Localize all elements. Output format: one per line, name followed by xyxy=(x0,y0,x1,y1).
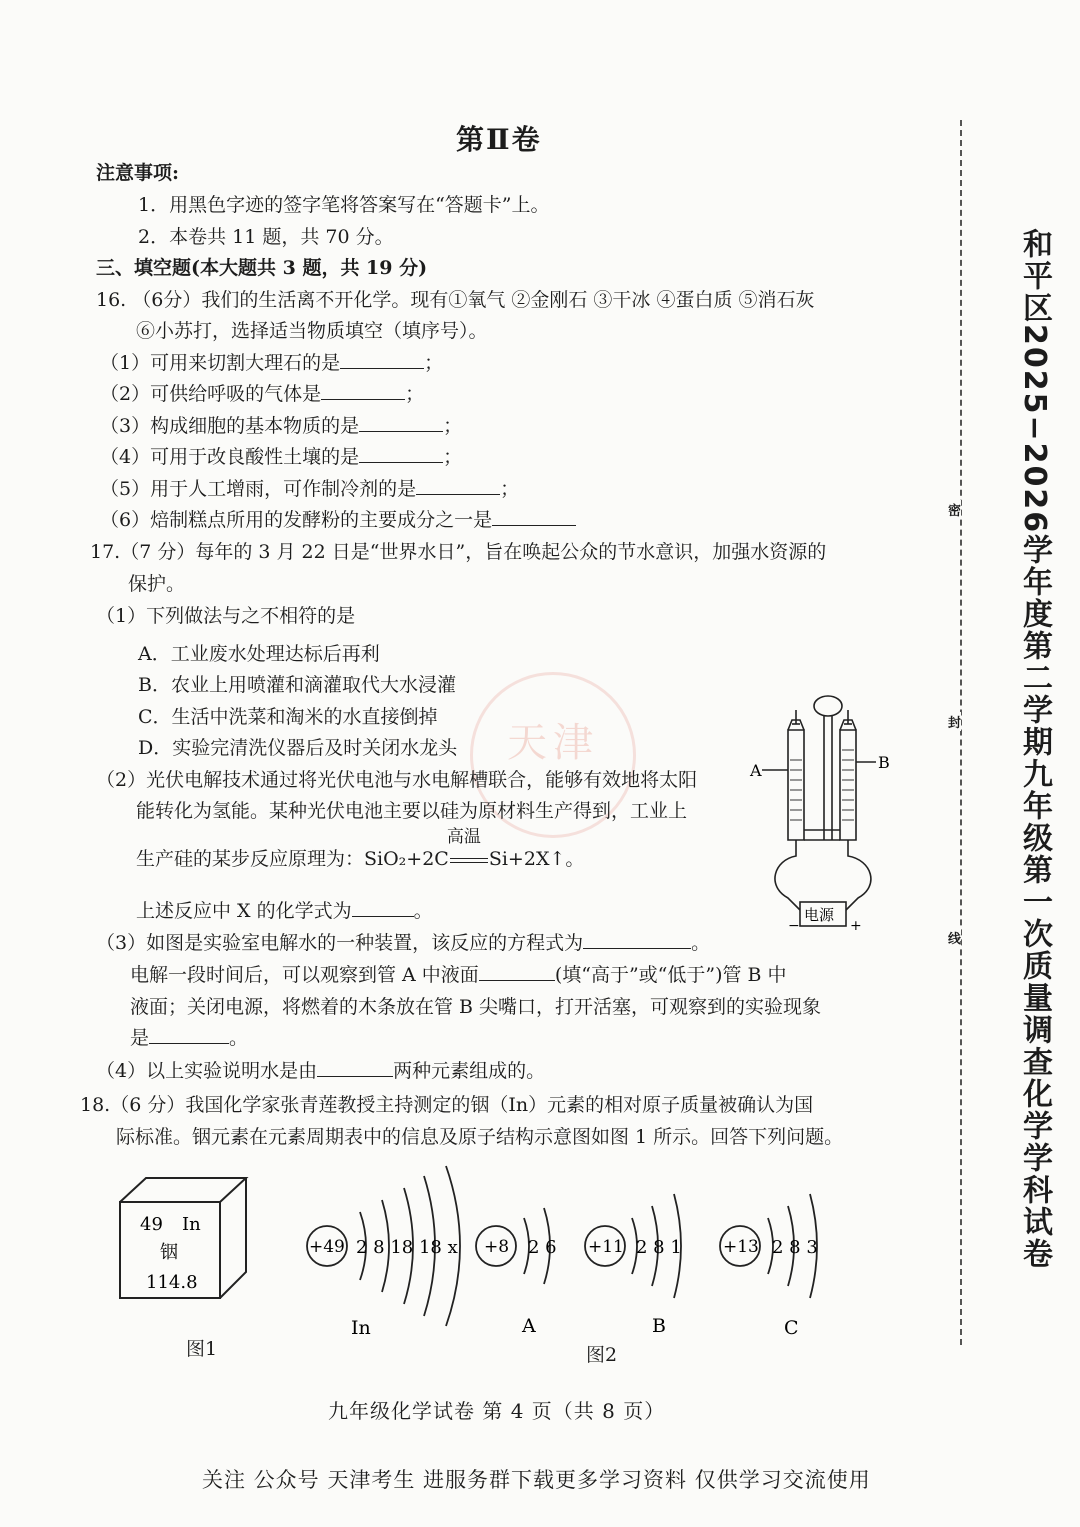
in-shells: 2 8 18 18 x xyxy=(356,1237,458,1258)
q16-sub3: （3）构成细胞的基本物质的是 ； xyxy=(100,415,463,437)
q18-stem-line1: 18.（6 分）我国化学家张青莲教授主持测定的铟（In）元素的相对原子质量被确认为国 xyxy=(80,1094,814,1116)
page-footer: 九年级化学试卷 第 4 页（共 8 页） xyxy=(328,1399,666,1423)
binding-mark-1: 密 xyxy=(948,500,961,519)
figure-1-caption: 图1 xyxy=(186,1338,218,1360)
q17-part2-line2: 能转化为氢能。某种光伏电池主要以硅为原材料生产得到，工业上 xyxy=(136,800,688,822)
notice-item-2: 2．本卷共 11 题，共 70 分。 xyxy=(138,226,394,248)
element-cell-figure xyxy=(114,1174,254,1304)
q18-stem-line2: 际标准。铟元素在元素周期表中的信息及原子结构示意图如图 1 所示。回答下列问题。 xyxy=(116,1126,844,1148)
answer-blank[interactable] xyxy=(583,930,691,949)
q17-part2-question: 上述反应中 X 的化学式为 。 xyxy=(136,900,433,922)
watermark-stamp: 天津 xyxy=(470,672,636,838)
q17-part3-line3: 液面；关闭电源，将燃着的木条放在管 B 尖嘴口，打开活塞，可观察到的实验现象 xyxy=(130,996,822,1018)
power-source-label: 电源 xyxy=(804,906,835,924)
q16-sub2: （2）可供给呼吸的气体是 ； xyxy=(100,383,425,405)
c-label: C xyxy=(784,1317,799,1339)
a-nucleus: +8 xyxy=(484,1237,510,1257)
q17-option-a: A．工业废水处理达标后再利 xyxy=(138,643,380,665)
element-atomic-number: 49 xyxy=(140,1214,163,1235)
q16-sub4: （4）可用于改良酸性土壤的是 ； xyxy=(100,446,463,468)
section-heading: 三、填空题(本大题共 3 题，共 19 分) xyxy=(96,257,428,279)
q16-sub5: （5）用于人工增雨，可作制冷剂的是 ； xyxy=(100,478,520,500)
a-label: A xyxy=(522,1315,536,1337)
tube-a-label: A xyxy=(750,761,762,780)
answer-blank[interactable] xyxy=(359,444,443,463)
reaction-condition: 高温 xyxy=(446,827,481,847)
q17-part3-line4: 是 。 xyxy=(130,1027,249,1049)
answer-blank[interactable] xyxy=(352,898,414,917)
answer-blank[interactable] xyxy=(340,350,424,369)
q17-stem-line1: 17.（7 分）每年的 3 月 22 日是“世界水日”，旨在唤起公众的节水意识，加强水资源的 xyxy=(90,541,827,563)
answer-blank[interactable] xyxy=(359,413,443,432)
q17-option-c: C．生活中洗菜和淘米的水直接倒掉 xyxy=(138,706,438,728)
b-label: B xyxy=(652,1315,666,1337)
answer-blank[interactable] xyxy=(479,962,555,981)
q17-part3-line1: （3）如图是实验室电解水的一种装置，该反应的方程式为 。 xyxy=(96,932,711,954)
q16-stem-line1: 16. （6分）我们的生活离不开化学。现有①氧气 ②金刚石 ③干冰 ④蛋白质 ⑤消石灰 xyxy=(96,289,815,311)
answer-blank[interactable] xyxy=(492,507,576,526)
b-shells: 2 8 1 xyxy=(636,1237,682,1258)
q17-part3-line2: 电解一段时间后，可以观察到管 A 中液面 (填“高于”或“低于”)管 B 中 xyxy=(130,964,787,986)
in-label: In xyxy=(351,1317,371,1339)
side-exam-title: 和平区2025−2026学年度第二学期九年级第一次质量调查化学学科试卷 xyxy=(1017,228,1052,1271)
q17-part2-line1: （2）光伏电解技术通过将光伏电池与水电解槽联合，能够有效地将太阳 xyxy=(96,769,698,791)
q17-part4: （4）以上实验说明水是由 两种元素组成的。 xyxy=(96,1060,546,1082)
in-nucleus: +49 xyxy=(309,1237,345,1257)
element-symbol: In xyxy=(182,1214,201,1235)
answer-blank[interactable] xyxy=(317,1058,393,1077)
plus-sign: + xyxy=(850,918,862,934)
answer-blank[interactable] xyxy=(416,476,500,495)
notice-item-1: 1．用黑色字迹的签字笔将答案写在“答题卡”上。 xyxy=(138,194,550,216)
b-nucleus: +11 xyxy=(588,1237,624,1257)
c-nucleus: +13 xyxy=(723,1237,759,1257)
notice-heading: 注意事项: xyxy=(96,162,180,184)
page-title: 第Ⅱ卷 xyxy=(456,123,542,156)
answer-blank[interactable] xyxy=(321,381,405,400)
atomic-structure-figure xyxy=(296,1160,856,1340)
q16-sub6: （6）焙制糕点所用的发酵粉的主要成分之一是 xyxy=(100,507,576,533)
binding-dashed-line xyxy=(960,120,962,1345)
figure-2-caption: 图2 xyxy=(586,1344,618,1366)
tube-b-label: B xyxy=(878,753,890,772)
q16-sub1: （1）可用来切割大理石的是 ； xyxy=(100,352,444,374)
bottom-notice: 关注 公众号 天津考生 进服务群下载更多学习资料 仅供学习交流使用 xyxy=(202,1468,871,1492)
electrolysis-apparatus-figure xyxy=(748,690,908,940)
q16-stem-line2: ⑥小苏打，选择适当物质填空（填序号）。 xyxy=(136,320,488,342)
q17-option-b: B．农业上用喷灌和滴灌取代大水浸灌 xyxy=(138,674,456,696)
q17-part1: （1）下列做法与之不相符的是 xyxy=(96,605,356,627)
element-name: 铟 xyxy=(160,1242,178,1263)
q17-reaction-equation: 生产硅的某步反应原理为：SiO₂+2C 高温 Si+2X↑。 xyxy=(136,846,584,872)
binding-mark-3: 线 xyxy=(948,928,961,947)
q17-stem-line2: 保护。 xyxy=(128,573,186,595)
c-shells: 2 8 3 xyxy=(772,1237,818,1258)
q17-option-d: D．实验完清洗仪器后及时关闭水龙头 xyxy=(138,737,458,759)
minus-sign: − xyxy=(788,918,800,934)
binding-mark-2: 封 xyxy=(948,712,961,731)
answer-blank[interactable] xyxy=(149,1025,229,1044)
element-atomic-mass: 114.8 xyxy=(146,1272,198,1293)
a-shells: 2 6 xyxy=(528,1237,557,1258)
